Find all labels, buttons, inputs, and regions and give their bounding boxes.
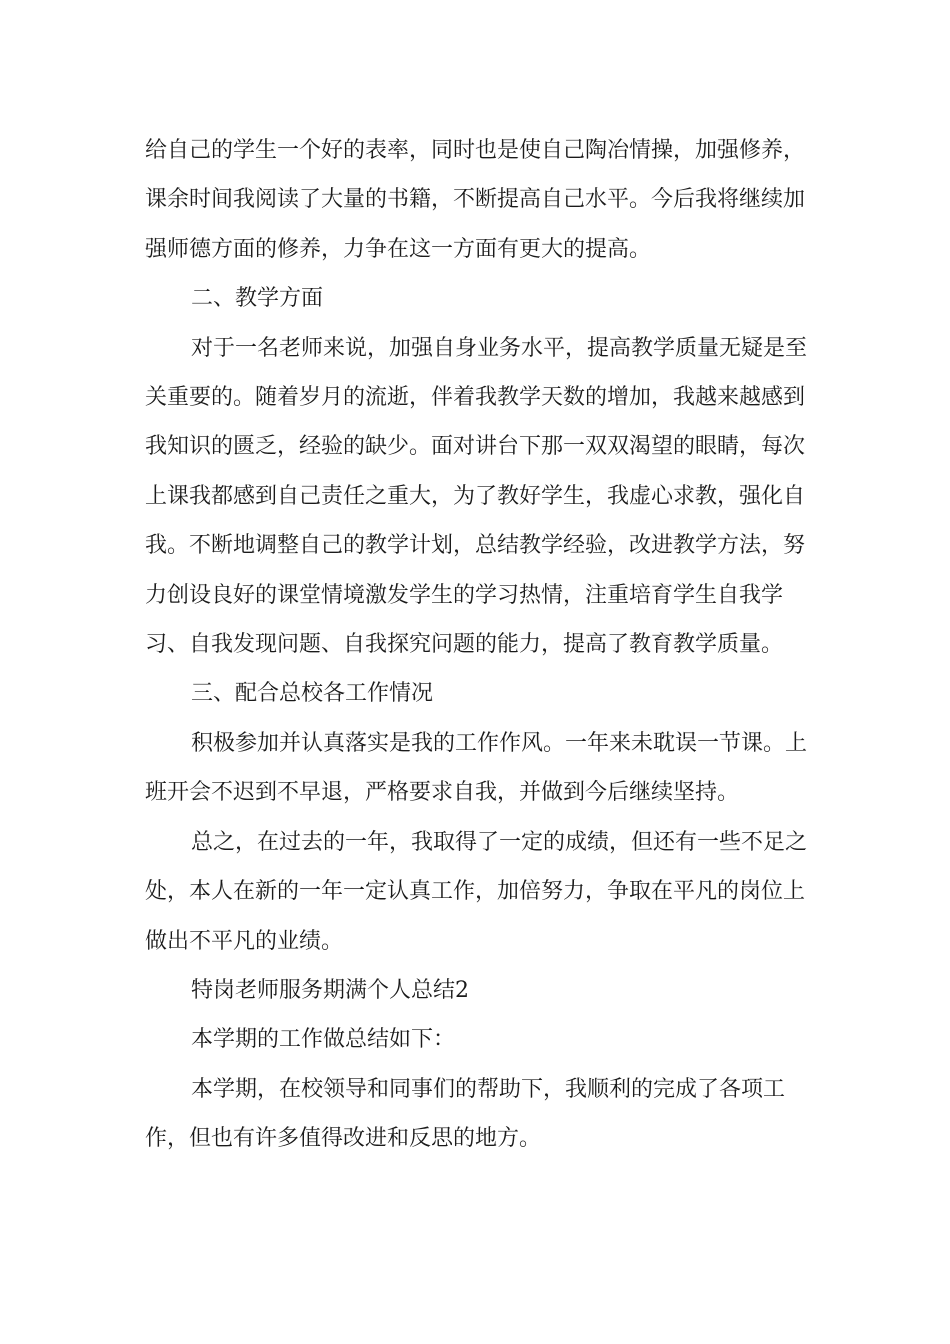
paragraph-teaching: 对于一名老师来说，加强自身业务水平，提高教学质量无疑是至关重要的。随着岁月的流逝，伴着我教学天数的增加，我越来越感到我知识的匮乏，经验的缺少。面对讲台下那一双双渴望的眼睛，每次上课我都感到自己责任之重大，为了教好学生，我虚心求教，强化自我。不断地调整自己的教学计划，总结教学经验，改进教学方法，努力创设良好的课堂情境激发学生的学习热情，注重培育学生自我学习、自我发现问题、自我探究问题的能力，提高了教育教学质量。 bbox=[145, 335, 808, 658]
paragraph-semester: 本学期，在校领导和同事们的帮助下，我顺利的完成了各项工作，但也有许多值得改进和反思的地方。 bbox=[145, 1076, 786, 1152]
section-heading-teaching: 二、教学方面 bbox=[191, 286, 324, 312]
paragraph-conclusion: 总之，在过去的一年，我取得了一定的成绩，但还有一些不足之处，本人在新的一年一定认真工作，加倍努力，争取在平凡的岗位上做出不平凡的业绩。 bbox=[145, 829, 808, 954]
paragraph-continuation: 给自己的学生一个好的表率，同时也是使自己陶冶情操，加强修养，课余时间我阅读了大量的书籍，不断提高自己水平。今后我将继续加强师德方面的修养，力争在这一方面有更大的提高。 bbox=[145, 138, 806, 262]
document-title-2: 特岗老师服务期满个人总结2 bbox=[191, 977, 469, 1003]
paragraph-intro: 本学期的工作做总结如下： bbox=[191, 1027, 456, 1053]
paragraph-cooperation: 积极参加并认真落实是我的工作作风。一年来未耽误一节课。上班开会不迟到不早退，严格要求自我，并做到今后继续坚持。 bbox=[145, 730, 808, 806]
section-heading-cooperation: 三、配合总校各工作情况 bbox=[191, 681, 434, 707]
document-body bbox=[145, 126, 825, 1164]
